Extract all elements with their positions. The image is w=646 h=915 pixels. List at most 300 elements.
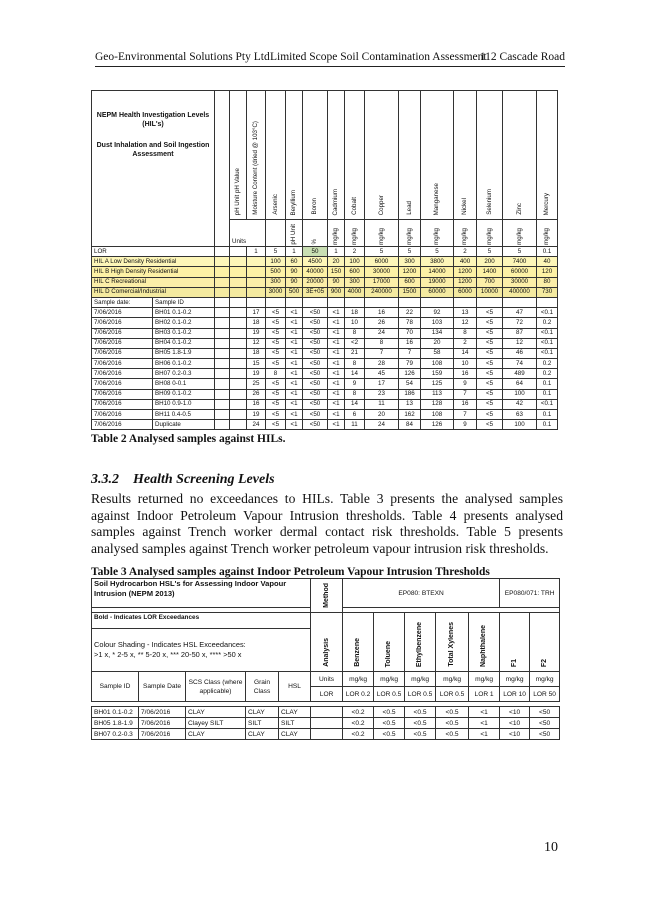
sample-value: 17	[247, 308, 266, 318]
sample-value: <1	[469, 729, 500, 740]
column-header-label: Beryllium	[290, 189, 297, 215]
table3-group2: EP080/071: TRH	[500, 579, 560, 608]
table2-column-header	[537, 91, 558, 220]
sample-value: 23	[365, 389, 399, 399]
sample-value: 70	[399, 328, 421, 338]
unit-label: %	[311, 239, 318, 245]
table2-spacer	[215, 399, 230, 409]
lor-cell: LOR 0.5	[405, 687, 436, 702]
hil-value: 400000	[503, 287, 537, 297]
sample-value: <50	[303, 420, 328, 430]
sample-value: 126	[421, 420, 454, 430]
hil-value: 1400	[477, 267, 503, 277]
hil-value: 3000	[266, 287, 286, 297]
column-header-label: Nickel	[461, 198, 468, 215]
table-row	[92, 308, 558, 318]
lor-cell	[230, 247, 247, 257]
sample-value: <5	[266, 379, 286, 389]
sample-value: 78	[399, 318, 421, 328]
table2-caption: Table 2 Analysed samples against HILs.	[91, 433, 286, 445]
table2-spacer	[215, 247, 230, 257]
table-row	[92, 328, 558, 338]
sample-value: <5	[266, 308, 286, 318]
sample-value: 47	[503, 308, 537, 318]
sample-value: <2	[345, 338, 365, 348]
table2-spacer	[215, 257, 230, 267]
hil-value: 600	[345, 267, 365, 277]
unit-label: mg/kg	[485, 228, 493, 245]
sample-value: 16	[399, 338, 421, 348]
sample-value: 19	[247, 328, 266, 338]
lor-cell: 0.1	[537, 247, 558, 257]
sample-value: 74	[503, 359, 537, 369]
sample-value: 11	[345, 420, 365, 430]
empty-cell	[215, 297, 230, 307]
sample-value: <50	[530, 707, 560, 718]
sample-value: <5	[477, 338, 503, 348]
sample-value: <0.1	[537, 338, 558, 348]
sample-value: 108	[421, 359, 454, 369]
sample-id: BH05 1.8-1.9	[92, 718, 139, 729]
sample-value: <1	[286, 420, 303, 430]
unit-label: mg/kg	[332, 228, 339, 245]
sample-value: <5	[266, 318, 286, 328]
sample-value	[230, 318, 247, 328]
table2-hil-row	[92, 267, 558, 277]
analyte-label: Naphthalene	[480, 624, 488, 667]
table3-group1: EP080: BTEXN	[343, 579, 500, 608]
scs-class: CLAY	[186, 729, 246, 740]
hil-value: 100	[266, 257, 286, 267]
sample-value: <0.2	[343, 729, 374, 740]
sample-value: <0.2	[343, 718, 374, 729]
sample-value: <1	[328, 399, 345, 409]
sample-value: <50	[303, 389, 328, 399]
sample-value: 24	[365, 328, 399, 338]
sample-id: BH08 0-0.1	[153, 379, 215, 389]
table2-spacer	[215, 348, 230, 358]
sample-value: <1	[328, 338, 345, 348]
sample-value: <1	[286, 389, 303, 399]
hil-value: 60000	[421, 287, 454, 297]
sample-value: <5	[477, 328, 503, 338]
analyte-label: Total Xylenes	[448, 622, 456, 667]
sample-value: <0.1	[537, 348, 558, 358]
unit-cell	[454, 220, 477, 247]
hil-value: 90	[328, 277, 345, 287]
sample-value: 12	[247, 338, 266, 348]
sample-value: <50	[303, 328, 328, 338]
lor-label: LOR	[311, 687, 343, 702]
sample-value: 134	[421, 328, 454, 338]
sample-value: 63	[503, 410, 537, 420]
table-row	[92, 410, 558, 420]
sample-date: 7/06/2016	[92, 410, 153, 420]
hil-value: 30000	[503, 277, 537, 287]
column-header-label: Moisture Content (dried @ 103°C)	[252, 121, 259, 215]
unit-label: mg/kg	[433, 228, 440, 245]
hil-value: 240000	[365, 287, 399, 297]
sample-value: 7	[399, 348, 421, 358]
sample-value: <0.1	[537, 328, 558, 338]
table2-spacer	[215, 287, 230, 297]
empty-cell	[345, 297, 365, 307]
hil-value: 3800	[421, 257, 454, 267]
sample-value: 17	[365, 379, 399, 389]
hil-value: 6000	[454, 287, 477, 297]
sample-id: BH10 0.9-1.0	[153, 399, 215, 409]
sample-value: <50	[303, 359, 328, 369]
table2-spacer	[215, 369, 230, 379]
sample-date: 7/06/2016	[92, 338, 153, 348]
sample-value	[230, 410, 247, 420]
sample-value: 64	[503, 379, 537, 389]
hil-value	[247, 287, 266, 297]
sample-value	[230, 389, 247, 399]
sample-value: <1	[328, 318, 345, 328]
sample-value: 8	[266, 369, 286, 379]
sample-value: 2	[454, 338, 477, 348]
sample-value: 9	[454, 379, 477, 389]
header-address: 112 Cascade Road	[479, 51, 565, 63]
sample-value: <5	[477, 420, 503, 430]
unit-cell	[503, 220, 537, 247]
table2-title-2: Dust Inhalation and Soil Ingestion Assessment	[96, 142, 210, 158]
sample-value: 8	[345, 389, 365, 399]
sample-value: 9	[454, 420, 477, 430]
hil-value: 900	[328, 287, 345, 297]
table2-spacer	[215, 359, 230, 369]
sample-value: 54	[399, 379, 421, 389]
col-scs-class: SCS Class (where applicable)	[186, 672, 246, 702]
table3-method-label: Method	[322, 583, 330, 608]
table2-spacer	[266, 220, 286, 247]
sample-value: 20	[421, 338, 454, 348]
analyte-label: Benzene	[354, 638, 362, 667]
unit-label: mg/kg	[543, 228, 550, 245]
sample-value: <1	[286, 410, 303, 420]
sample-value: 7	[454, 410, 477, 420]
table-row	[92, 379, 558, 389]
unit-label: mg/kg	[350, 228, 358, 245]
hil-value: 4500	[303, 257, 328, 267]
units-label: Units	[230, 220, 266, 247]
column-header-label: Cadmium	[332, 188, 339, 215]
sample-value: <5	[266, 348, 286, 358]
hil-value: 10000	[477, 287, 503, 297]
sample-id: BH01 0.1-0.2	[92, 707, 139, 718]
sample-value: 72	[503, 318, 537, 328]
table2-column-header	[328, 91, 345, 220]
lor-label: LOR	[92, 247, 215, 257]
hil-value	[230, 277, 247, 287]
column-header-label: Zinc	[515, 203, 523, 215]
col-sample-id: Sample ID	[92, 672, 139, 702]
lor-cell: 2	[454, 247, 477, 257]
sample-value	[230, 399, 247, 409]
lor-cell: LOR 1	[469, 687, 500, 702]
sample-date: 7/06/2016	[139, 718, 186, 729]
hil-value: 300	[266, 277, 286, 287]
sample-value: <1	[328, 359, 345, 369]
section-number: 3.3.2	[91, 472, 119, 487]
sample-value: 46	[503, 348, 537, 358]
table2-column-header	[286, 91, 303, 220]
table-row	[92, 718, 560, 729]
grain-class: SILT	[246, 718, 279, 729]
sample-value: <1	[328, 369, 345, 379]
sample-value	[230, 420, 247, 430]
sample-value: <5	[477, 348, 503, 358]
empty-cell	[247, 297, 266, 307]
unit-cell: mg/kg	[436, 672, 469, 687]
sample-value: 28	[365, 359, 399, 369]
empty-cell	[477, 297, 503, 307]
table2-spacer	[215, 420, 230, 430]
sample-date: 7/06/2016	[139, 729, 186, 740]
unit-label: mg/kg	[461, 228, 468, 245]
sample-value: 18	[247, 318, 266, 328]
sample-value: <1	[286, 308, 303, 318]
sample-value: 186	[399, 389, 421, 399]
sample-value: <10	[500, 729, 530, 740]
table2-lor-row	[92, 247, 558, 257]
table2-column-header	[399, 91, 421, 220]
sample-value: 79	[399, 359, 421, 369]
sample-value: <0.1	[537, 399, 558, 409]
sample-id: BH01 0.1-0.2	[153, 308, 215, 318]
page-number: 10	[544, 840, 558, 855]
sample-id: BH04 0.1-0.2	[153, 338, 215, 348]
lor-cell: 1	[328, 247, 345, 257]
sample-value: <5	[266, 359, 286, 369]
analyte-label: Ethylbenzene	[416, 621, 424, 667]
lor-cell: 1	[247, 247, 266, 257]
sample-value: <0.5	[405, 718, 436, 729]
sample-value: 100	[503, 389, 537, 399]
col-hsl: HSL	[279, 672, 311, 702]
empty-cell	[286, 297, 303, 307]
table2-spacer	[215, 91, 230, 247]
lor-cell: 5	[399, 247, 421, 257]
empty-cell	[328, 297, 345, 307]
sample-value: <0.5	[436, 729, 469, 740]
sample-value: <1	[469, 707, 500, 718]
sample-value: <50	[530, 718, 560, 729]
unit-cell: mg/kg	[530, 672, 560, 687]
sample-value: 13	[399, 399, 421, 409]
col-sample-date: Sample Date	[139, 672, 186, 702]
sample-value: 42	[503, 399, 537, 409]
unit-cell	[345, 220, 365, 247]
table-row	[92, 399, 558, 409]
hil-value: 150	[328, 267, 345, 277]
table-row	[92, 359, 558, 369]
empty-cell	[365, 297, 399, 307]
unit-cell	[537, 220, 558, 247]
sample-value: 16	[454, 369, 477, 379]
table2-spacer	[215, 379, 230, 389]
sample-value: 0.1	[537, 420, 558, 430]
units-label: Units	[311, 672, 343, 687]
table2-column-header	[454, 91, 477, 220]
section-paragraph: Results returned no exceedances to HILs. Table 3 presents the analysed samples against Indoor Petroleum Vapour Intrusion thresholds. Table 4 presents analysed samples against Trench worker dermal contact risk thresholds. Table 5 presents analysed samples against Trench worker petroleum vapour intrusion risk thresholds.	[91, 491, 563, 556]
sample-value: 26	[247, 389, 266, 399]
sample-value: 108	[421, 410, 454, 420]
unit-cell: mg/kg	[405, 672, 436, 687]
hil-label: HIL B High Density Residential	[92, 267, 215, 277]
column-header-label: Lead	[405, 201, 413, 215]
lor-cell: LOR 50	[530, 687, 560, 702]
table-row	[92, 318, 558, 328]
hil-value: 20000	[303, 277, 328, 287]
table2-column-header	[365, 91, 399, 220]
table2-column-header	[503, 91, 537, 220]
hil-value: 3E+05	[303, 287, 328, 297]
sample-value: 22	[399, 308, 421, 318]
hil-value: 4000	[345, 287, 365, 297]
sample-value: 21	[345, 348, 365, 358]
sample-value: 0.1	[537, 379, 558, 389]
table3-method-header	[311, 579, 343, 613]
column-header-label: Selenium	[485, 189, 493, 215]
column-header-label: Mercury	[543, 192, 550, 215]
hil-value	[230, 257, 247, 267]
table2-hil-row	[92, 277, 558, 287]
hil-value: 730	[537, 287, 558, 297]
sample-value: 11	[365, 399, 399, 409]
table-row	[92, 369, 558, 379]
sample-value: 7	[454, 389, 477, 399]
empty-cell	[311, 718, 343, 729]
sample-value: <5	[266, 399, 286, 409]
header-company: Geo-Environmental Solutions Pty Ltd	[95, 51, 270, 63]
sample-date: 7/06/2016	[92, 308, 153, 318]
sample-value: <0.1	[537, 308, 558, 318]
sample-value: 15	[247, 359, 266, 369]
hil-value: 1200	[399, 267, 421, 277]
empty-cell	[399, 297, 421, 307]
table2-spacer	[215, 277, 230, 287]
sample-value: 126	[399, 369, 421, 379]
empty-cell	[503, 297, 537, 307]
hil-value: 200	[477, 257, 503, 267]
sample-value: <5	[266, 338, 286, 348]
sample-value: <5	[477, 399, 503, 409]
sample-value	[230, 338, 247, 348]
empty-cell	[303, 297, 328, 307]
sample-value: <1	[286, 348, 303, 358]
sample-value: <5	[266, 410, 286, 420]
table3-title: Soil Hydrocarbon HSL's for Assessing Indoor Vapour Intrusion (NEPM 2013)	[92, 579, 311, 608]
sample-value: 14	[345, 369, 365, 379]
sample-value: 14	[454, 348, 477, 358]
sample-value: 0.1	[537, 389, 558, 399]
table3-analyte-xylenes	[436, 613, 469, 672]
sample-value: <1	[286, 328, 303, 338]
lor-cell: LOR 0.5	[374, 687, 405, 702]
sample-value: <5	[477, 369, 503, 379]
hil-label: HIL C Recreational	[92, 277, 215, 287]
sample-value: <50	[303, 379, 328, 389]
table2-column-header	[421, 91, 454, 220]
empty-cell	[311, 729, 343, 740]
unit-cell: mg/kg	[343, 672, 374, 687]
sample-value: <1	[328, 420, 345, 430]
sample-value: <1	[328, 389, 345, 399]
column-header-label: Manganese	[433, 182, 440, 215]
hil-value: 120	[537, 267, 558, 277]
sample-date: 7/06/2016	[92, 318, 153, 328]
sample-value: <5	[266, 328, 286, 338]
column-header-label: Boron	[311, 198, 318, 215]
lor-cell: 5	[503, 247, 537, 257]
sample-value: <50	[530, 729, 560, 740]
sample-value: <1	[286, 338, 303, 348]
hil-value	[230, 287, 247, 297]
empty-cell	[311, 707, 343, 718]
sample-value: 18	[345, 308, 365, 318]
sample-value: 10	[345, 318, 365, 328]
hil-value: 500	[286, 287, 303, 297]
sample-value: 25	[247, 379, 266, 389]
sample-value: <1	[286, 359, 303, 369]
sample-value: <5	[477, 379, 503, 389]
table3-analyte-f1	[500, 613, 530, 672]
sample-date-header: Sample date:	[92, 297, 153, 307]
sample-date: 7/06/2016	[92, 369, 153, 379]
empty-cell	[421, 297, 454, 307]
hil-value: 40000	[303, 267, 328, 277]
sample-value: 12	[503, 338, 537, 348]
table-hils	[91, 90, 558, 430]
sample-value: 13	[454, 308, 477, 318]
table2-hil-row	[92, 287, 558, 297]
sample-value: 19	[247, 410, 266, 420]
lor-cell: LOR 10	[500, 687, 530, 702]
hil-value: 7400	[503, 257, 537, 267]
sample-id-header: Sample ID	[153, 297, 215, 307]
col-grain-class: Grain Class	[246, 672, 279, 702]
sample-value: <1	[469, 718, 500, 729]
sample-value: 87	[503, 328, 537, 338]
sample-date: 7/06/2016	[92, 399, 153, 409]
sample-value: 24	[365, 420, 399, 430]
empty-cell	[266, 297, 286, 307]
grain-class: CLAY	[246, 729, 279, 740]
table2-column-header	[230, 91, 247, 220]
sample-value	[230, 369, 247, 379]
hil-value: 20	[328, 257, 345, 267]
analyte-label: Toluene	[385, 640, 393, 667]
table2-column-header	[303, 91, 328, 220]
sample-value: 113	[421, 389, 454, 399]
table-row	[92, 729, 560, 740]
sample-date: 7/06/2016	[92, 359, 153, 369]
table2-spacer	[215, 328, 230, 338]
scs-class: Clayey SILT	[186, 718, 246, 729]
hil-value: 300	[399, 257, 421, 267]
hil-value: 60	[286, 257, 303, 267]
table3-caption: Table 3 Analysed samples against Indoor Petroleum Vapour Intrusion Thresholds	[91, 566, 490, 578]
sample-value	[230, 308, 247, 318]
unit-label: mg/kg	[405, 228, 413, 245]
sample-value: <0.5	[436, 718, 469, 729]
lor-cell: 5	[266, 247, 286, 257]
sample-value: 489	[503, 369, 537, 379]
sample-value: <50	[303, 308, 328, 318]
hil-value	[230, 267, 247, 277]
